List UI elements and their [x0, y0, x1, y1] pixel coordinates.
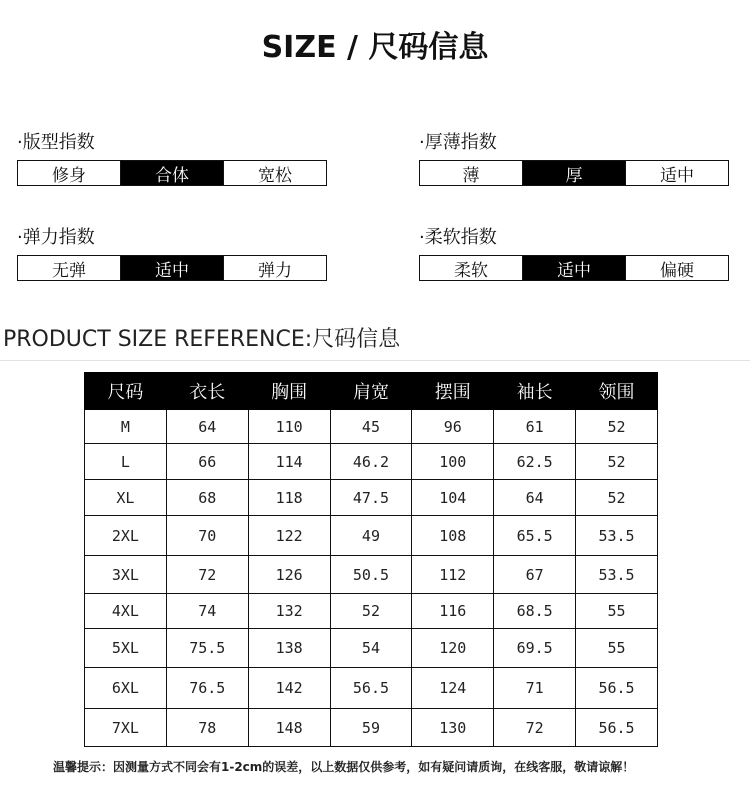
column-header: 摆围 — [412, 373, 494, 410]
thickness-index-label: ·厚薄指数 — [419, 132, 497, 153]
table-row — [85, 709, 658, 747]
table-cell: 148 — [248, 709, 330, 747]
elasticity-index-selector — [17, 255, 327, 281]
table-cell: 104 — [412, 480, 494, 516]
table-cell: 55 — [576, 594, 658, 629]
table-cell: 52 — [576, 480, 658, 516]
fit-index-selector — [17, 160, 327, 186]
table-cell: 126 — [248, 556, 330, 594]
table-cell: 64 — [494, 480, 576, 516]
table-cell: 110 — [248, 410, 330, 444]
table-cell: 54 — [330, 629, 412, 668]
table-cell: 2XL — [85, 516, 167, 556]
table-cell: 122 — [248, 516, 330, 556]
table-cell: 5XL — [85, 629, 167, 668]
fit-option-slim: 修身 — [18, 161, 121, 185]
table-cell: 62.5 — [494, 444, 576, 480]
elasticity-option-stretch: 弹力 — [224, 256, 326, 280]
table-cell: 56.5 — [330, 668, 412, 709]
table-cell: 69.5 — [494, 629, 576, 668]
table-cell: 142 — [248, 668, 330, 709]
elasticity-option-medium: 适中 — [121, 256, 224, 280]
column-header: 肩宽 — [330, 373, 412, 410]
fit-option-regular: 合体 — [121, 161, 224, 185]
table-row — [85, 480, 658, 516]
page-title: SIZE / 尺码信息 — [261, 30, 489, 65]
softness-option-soft: 柔软 — [420, 256, 523, 280]
column-header: 胸围 — [248, 373, 330, 410]
table-cell: 108 — [412, 516, 494, 556]
table-cell: 55 — [576, 629, 658, 668]
table-cell: 72 — [494, 709, 576, 747]
table-row — [85, 556, 658, 594]
table-cell: 53.5 — [576, 516, 658, 556]
table-cell: 6XL — [85, 668, 167, 709]
size-reference-title: PRODUCT SIZE REFERENCE:尺码信息 — [3, 327, 401, 352]
table-cell: 47.5 — [330, 480, 412, 516]
table-cell: M — [85, 410, 167, 444]
table-cell: 138 — [248, 629, 330, 668]
softness-index-label: ·柔软指数 — [419, 227, 497, 248]
table-cell: 50.5 — [330, 556, 412, 594]
table-cell: 46.2 — [330, 444, 412, 480]
thickness-option-thick: 厚 — [523, 161, 626, 185]
table-cell: 49 — [330, 516, 412, 556]
elasticity-option-none: 无弹 — [18, 256, 121, 280]
table-cell: 100 — [412, 444, 494, 480]
softness-index — [419, 227, 729, 281]
table-cell: 59 — [330, 709, 412, 747]
table-header-row — [85, 373, 658, 410]
table-cell: 124 — [412, 668, 494, 709]
table-row — [85, 668, 658, 709]
table-cell: 74 — [166, 594, 248, 629]
measurement-note: 温馨提示：因测量方式不同会有1-2cm的误差，以上数据仅供参考，如有疑问请质询，在线客服，敬请谅解！ — [53, 760, 635, 774]
fit-option-loose: 宽松 — [224, 161, 326, 185]
table-cell: 52 — [576, 410, 658, 444]
table-cell: 114 — [248, 444, 330, 480]
table-cell: 112 — [412, 556, 494, 594]
table-cell: 52 — [330, 594, 412, 629]
table-row — [85, 516, 658, 556]
table-cell: 78 — [166, 709, 248, 747]
table-cell: 75.5 — [166, 629, 248, 668]
table-cell: 120 — [412, 629, 494, 668]
table-cell: 64 — [166, 410, 248, 444]
table-cell: 4XL — [85, 594, 167, 629]
table-cell: 65.5 — [494, 516, 576, 556]
table-cell: 116 — [412, 594, 494, 629]
table-cell: 132 — [248, 594, 330, 629]
table-cell: 56.5 — [576, 668, 658, 709]
table-cell: XL — [85, 480, 167, 516]
table-cell: 70 — [166, 516, 248, 556]
softness-index-selector — [419, 255, 729, 281]
table-cell: 45 — [330, 410, 412, 444]
table-cell: 96 — [412, 410, 494, 444]
table-row — [85, 410, 658, 444]
table-cell: 7XL — [85, 709, 167, 747]
elasticity-index-label: ·弹力指数 — [17, 227, 95, 248]
thickness-option-medium: 适中 — [626, 161, 728, 185]
table-cell: 61 — [494, 410, 576, 444]
column-header: 衣长 — [166, 373, 248, 410]
table-cell: 130 — [412, 709, 494, 747]
column-header: 尺码 — [85, 373, 167, 410]
thickness-index — [419, 132, 729, 186]
table-cell: 68 — [166, 480, 248, 516]
fit-index-label: ·版型指数 — [17, 132, 95, 153]
table-cell: 52 — [576, 444, 658, 480]
table-row — [85, 444, 658, 480]
fit-index — [17, 132, 327, 186]
softness-option-medium: 适中 — [523, 256, 626, 280]
table-cell: 53.5 — [576, 556, 658, 594]
section-divider — [0, 360, 750, 361]
table-cell: 3XL — [85, 556, 167, 594]
table-cell: 72 — [166, 556, 248, 594]
thickness-index-selector — [419, 160, 729, 186]
table-row — [85, 629, 658, 668]
elasticity-index — [17, 227, 327, 281]
column-header: 袖长 — [494, 373, 576, 410]
table-cell: 66 — [166, 444, 248, 480]
softness-option-stiff: 偏硬 — [626, 256, 728, 280]
table-cell: 71 — [494, 668, 576, 709]
table-cell: 76.5 — [166, 668, 248, 709]
table-cell: 56.5 — [576, 709, 658, 747]
thickness-option-thin: 薄 — [420, 161, 523, 185]
table-cell: 67 — [494, 556, 576, 594]
table-cell: L — [85, 444, 167, 480]
table-cell: 68.5 — [494, 594, 576, 629]
size-table — [84, 372, 658, 747]
table-row — [85, 594, 658, 629]
table-cell: 118 — [248, 480, 330, 516]
column-header: 领围 — [576, 373, 658, 410]
